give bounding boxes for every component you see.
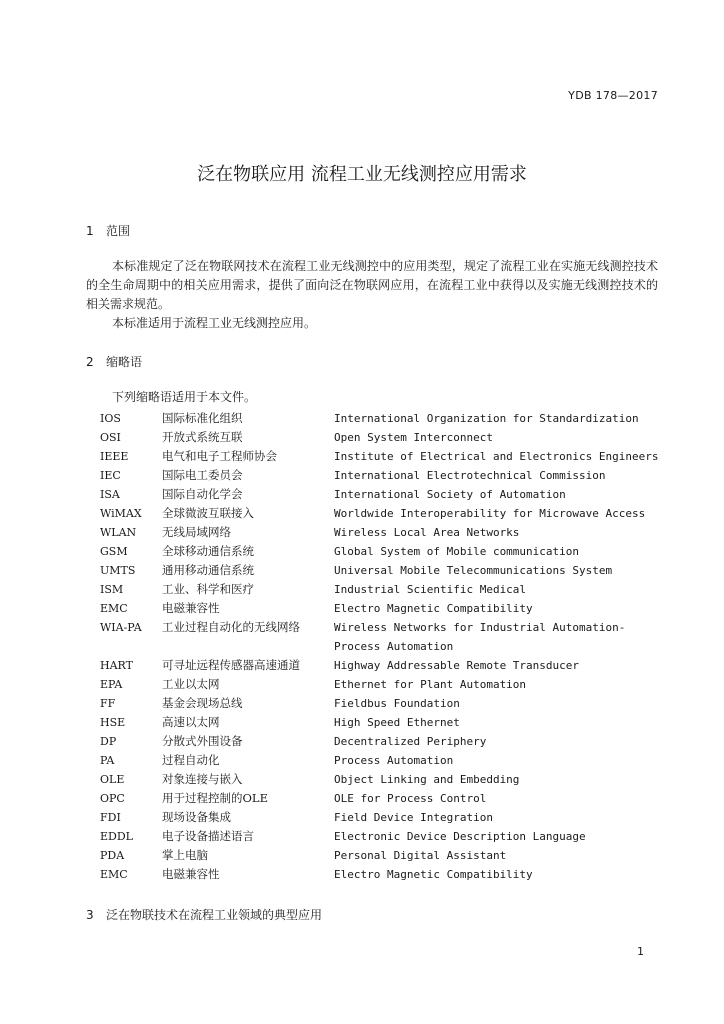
abbreviation-code: EMC	[100, 868, 128, 881]
abbreviation-english: Personal Digital Assistant	[334, 849, 507, 862]
section-3-heading	[86, 906, 322, 923]
abbreviation-row	[100, 466, 664, 485]
abbreviations-table	[100, 409, 664, 884]
section-number: 2	[86, 355, 94, 369]
abbreviation-code: WLAN	[100, 526, 137, 539]
abbreviation-chinese: 开放式系统互联	[162, 430, 243, 444]
abbreviation-chinese: 现场设备集成	[162, 810, 231, 824]
abbreviation-code: OPC	[100, 792, 125, 805]
abbreviation-english: Process Automation	[334, 754, 454, 767]
abbreviation-english: Electronic Device Description Language	[334, 830, 586, 843]
abbreviation-chinese: 高速以太网	[162, 715, 220, 729]
abbreviation-row	[100, 656, 664, 675]
abbreviation-code: IEEE	[100, 450, 129, 463]
abbreviation-row	[100, 618, 664, 656]
abbreviation-english: Worldwide Interoperability for Microwave Access	[334, 507, 646, 520]
abbreviation-english: Object Linking and Embedding	[334, 773, 520, 786]
abbreviation-chinese: 通用移动通信系统	[162, 563, 254, 577]
abbreviation-code: EMC	[100, 602, 128, 615]
abbreviations-intro: 下列缩略语适用于本文件。	[112, 390, 257, 404]
abbreviation-english: Fieldbus Foundation	[334, 697, 460, 710]
abbreviation-chinese: 全球微波互联接入	[162, 506, 254, 520]
abbreviation-chinese: 分散式外围设备	[162, 734, 243, 748]
abbreviation-row	[100, 694, 664, 713]
section-1-heading	[86, 222, 130, 239]
abbreviation-english: International Organization for Standardization	[334, 412, 639, 425]
document-title: 泛在物联应用 流程工业无线测控应用需求	[197, 164, 527, 185]
abbreviation-code: FDI	[100, 811, 121, 824]
abbreviation-code: ISM	[100, 583, 124, 596]
abbreviation-row	[100, 561, 664, 580]
abbreviation-row	[100, 580, 664, 599]
abbreviation-row	[100, 865, 664, 884]
abbreviation-english: High Speed Ethernet	[334, 716, 460, 729]
abbreviation-english: Industrial Scientific Medical	[334, 583, 527, 596]
abbreviation-row	[100, 751, 664, 770]
abbreviation-english: Field Device Integration	[334, 811, 493, 824]
abbreviation-chinese: 电磁兼容性	[162, 601, 220, 615]
abbreviation-code: EDDL	[100, 830, 133, 843]
abbreviation-chinese: 工业过程自动化的无线网络	[162, 620, 300, 634]
abbreviation-english: Ethernet for Plant Automation	[334, 678, 527, 691]
abbreviation-english: Institute of Electrical and Electronics Engineers	[334, 450, 659, 463]
abbreviation-row	[100, 485, 664, 504]
abbreviation-code: ISA	[100, 488, 120, 501]
abbreviation-english: Highway Addressable Remote Transducer	[334, 659, 580, 672]
abbreviation-row	[100, 523, 664, 542]
abbreviation-row	[100, 428, 664, 447]
abbreviation-code: FF	[100, 697, 116, 710]
section-title: 缩略语	[106, 355, 143, 369]
abbreviation-chinese: 全球移动通信系统	[162, 544, 254, 558]
abbreviation-row	[100, 808, 664, 827]
abbreviation-english: Wireless Networks for Industrial Automation-Process Automation	[334, 621, 626, 653]
abbreviation-code: IOS	[100, 412, 121, 425]
abbreviation-row	[100, 770, 664, 789]
section-title: 泛在物联技术在流程工业领域的典型应用	[106, 908, 323, 922]
abbreviation-row	[100, 713, 664, 732]
abbreviation-code: PDA	[100, 849, 125, 862]
abbreviation-code: PA	[100, 754, 115, 767]
abbreviation-chinese: 工业、科学和医疗	[162, 582, 254, 596]
abbreviation-chinese: 过程自动化	[162, 753, 220, 767]
abbreviation-english: Wireless Local Area Networks	[334, 526, 520, 539]
abbreviation-english: Electro Magnetic Compatibility	[334, 868, 533, 881]
abbreviation-code: OLE	[100, 773, 125, 786]
abbreviation-chinese: 国际电工委员会	[162, 468, 243, 482]
abbreviation-code: HSE	[100, 716, 126, 729]
abbreviation-english: International Electrotechnical Commission	[334, 469, 606, 482]
section-title: 范围	[106, 224, 131, 238]
abbreviation-row	[100, 732, 664, 751]
abbreviation-row	[100, 447, 664, 466]
scope-paragraph: 本标准规定了泛在物联网技术在流程工业无线测控中的应用类型，规定了流程工业在实施无线测控技术的全生命周期中的相关应用需求，提供了面向泛在物联网应用，在流程工业中获得以及实施无线测控技术的相关需求规范。	[86, 259, 658, 311]
abbreviation-code: WiMAX	[100, 507, 142, 520]
abbreviation-english: Open System Interconnect	[334, 431, 493, 444]
abbreviation-code: DP	[100, 735, 117, 748]
abbreviation-code: WIA-PA	[100, 621, 142, 634]
abbreviation-row	[100, 409, 664, 428]
abbreviation-chinese: 电气和电子工程师协会	[162, 449, 277, 463]
abbreviation-english: Universal Mobile Telecommunications System	[334, 564, 613, 577]
abbreviation-chinese: 基金会现场总线	[162, 696, 243, 710]
abbreviation-row	[100, 542, 664, 561]
abbreviation-chinese: 对象连接与嵌入	[162, 772, 243, 786]
abbreviation-row	[100, 504, 664, 523]
abbreviation-english: International Society of Automation	[334, 488, 566, 501]
abbreviation-english: Decentralized Periphery	[334, 735, 487, 748]
abbreviation-english: OLE for Process Control	[334, 792, 487, 805]
section-2-heading	[86, 353, 142, 370]
section-number: 3	[86, 908, 94, 922]
abbreviation-chinese: 电磁兼容性	[162, 867, 220, 881]
abbreviation-chinese: 国际标准化组织	[162, 411, 243, 425]
abbreviation-chinese: 掌上电脑	[162, 848, 208, 862]
abbreviation-row	[100, 599, 664, 618]
abbreviation-code: UMTS	[100, 564, 136, 577]
abbreviation-chinese: 电子设备描述语言	[162, 829, 254, 843]
abbreviation-row	[100, 675, 664, 694]
abbreviation-row	[100, 789, 664, 808]
abbreviation-chinese: 无线局域网络	[162, 525, 231, 539]
abbreviation-english: Electro Magnetic Compatibility	[334, 602, 533, 615]
standard-code: YDB 178—2017	[568, 89, 658, 102]
scope-applicability-paragraph: 本标准适用于流程工业无线测控应用。	[112, 316, 317, 330]
abbreviation-row	[100, 846, 664, 865]
abbreviation-code: EPA	[100, 678, 123, 691]
abbreviation-chinese: 可寻址远程传感器高速通道	[162, 658, 300, 672]
page-number: 1	[637, 945, 644, 958]
abbreviation-code: OSI	[100, 431, 121, 444]
abbreviation-chinese: 工业以太网	[162, 677, 220, 691]
abbreviation-code: GSM	[100, 545, 128, 558]
abbreviation-chinese: 用于过程控制的OLE	[162, 791, 268, 805]
section-number: 1	[86, 224, 94, 238]
abbreviation-row	[100, 827, 664, 846]
abbreviation-english: Global System of Mobile communication	[334, 545, 580, 558]
abbreviation-chinese: 国际自动化学会	[162, 487, 243, 501]
abbreviation-code: HART	[100, 659, 133, 672]
abbreviation-code: IEC	[100, 469, 121, 482]
